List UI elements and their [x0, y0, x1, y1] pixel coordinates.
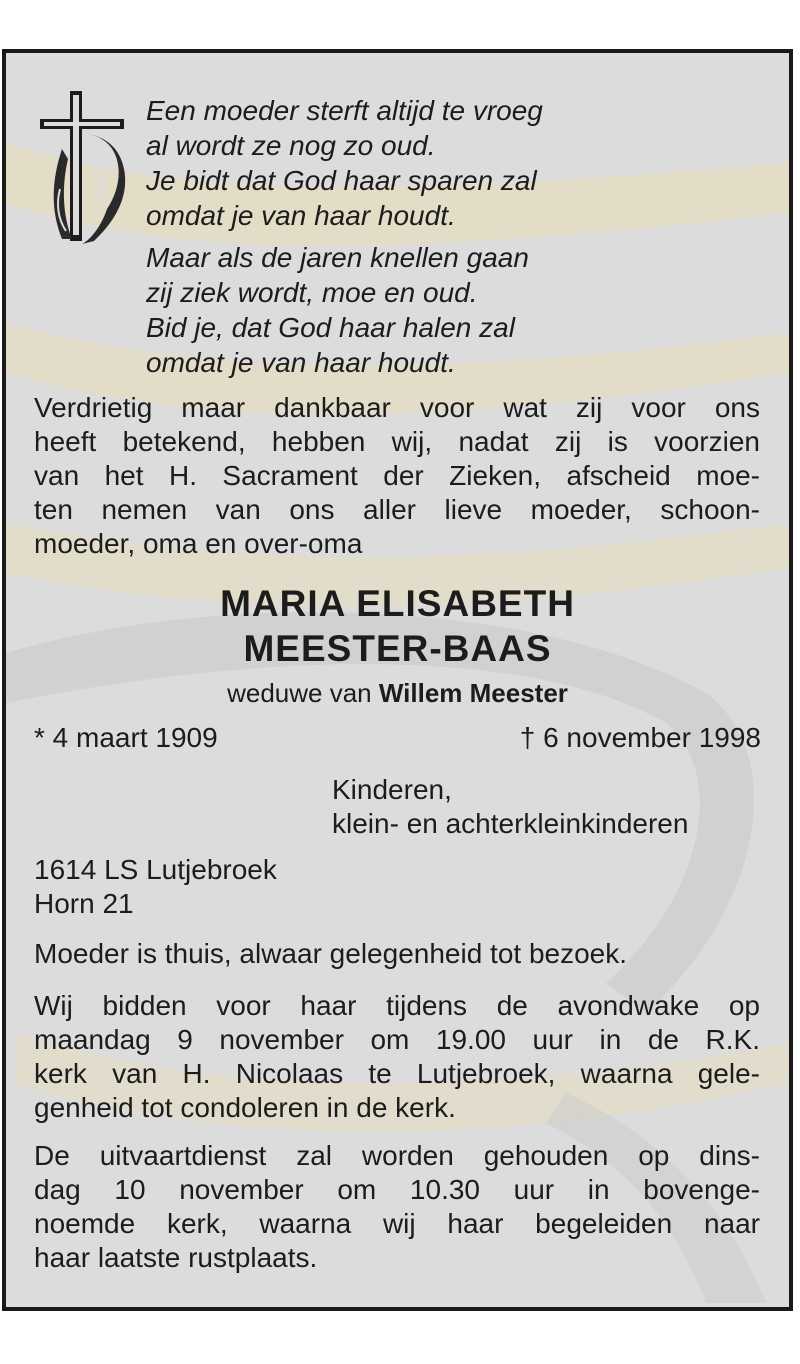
- intro-paragraph: [34, 391, 760, 561]
- cross-icon: [32, 89, 132, 249]
- poem-line: omdat je van haar houdt.: [146, 200, 456, 231]
- birth-date: * 4 maart 1909: [34, 722, 218, 753]
- funeral-paragraph: [34, 1139, 760, 1275]
- wake-line: kerk van H. Nicolaas te Lutjebroek, waarna gele-: [34, 1058, 760, 1089]
- wake-line: Wij bidden voor haar tijdens de avondwake op: [34, 990, 760, 1021]
- wake-paragraph: [34, 989, 760, 1125]
- poem: [146, 93, 543, 380]
- funeral-line: dag 10 november om 10.30 uur in bovenge-: [34, 1174, 760, 1205]
- intro-line: moeder, oma en over-oma: [34, 528, 363, 559]
- funeral-line: De uitvaartdienst zal worden gehouden op dins-: [34, 1140, 760, 1171]
- family-line2: klein- en achterkleinkinderen: [332, 808, 689, 839]
- poem-line: Je bidt dat God haar sparen zal: [146, 165, 537, 196]
- obituary-notice: [2, 49, 793, 1311]
- visit-text: Moeder is thuis, alwaar gelegenheid tot bezoek.: [34, 938, 628, 969]
- widow-prefix: weduwe van: [227, 678, 372, 708]
- death-date: † 6 november 1998: [519, 722, 761, 753]
- intro-line: van het H. Sacrament der Zieken, afscheid moe-: [34, 460, 760, 491]
- deceased-name-line2: MEESTER-BAAS: [243, 628, 552, 669]
- poem-line: Een moeder sterft altijd te vroeg: [146, 95, 543, 126]
- intro-line: heeft betekend, hebben wij, nadat zij is voorzien: [34, 426, 760, 457]
- wake-line: genheid tot condoleren in de kerk.: [34, 1092, 456, 1123]
- widow-line: [6, 678, 789, 709]
- intro-line: ten nemen van ons aller lieve moeder, schoon-: [34, 494, 760, 525]
- poem-line: zij ziek wordt, moe en oud.: [146, 277, 478, 308]
- address-line2: Horn 21: [34, 888, 134, 919]
- poem-line: omdat je van haar houdt.: [146, 347, 456, 378]
- husband-name: Willem Meester: [378, 678, 568, 708]
- poem-line: Bid je, dat God haar halen zal: [146, 312, 515, 343]
- poem-line: Maar als de jaren knellen gaan: [146, 242, 529, 273]
- address-line1: 1614 LS Lutjebroek: [34, 854, 277, 885]
- wake-line: maandag 9 november om 19.00 uur in de R.K.: [34, 1024, 760, 1055]
- poem-line: al wordt ze nog zo oud.: [146, 130, 436, 161]
- funeral-line: haar laatste rustplaats.: [34, 1242, 318, 1273]
- deceased-name-line1: MARIA ELISABETH: [220, 583, 575, 624]
- funeral-line: noemde kerk, waarna wij haar begeleiden naar: [34, 1208, 760, 1239]
- family-line1: Kinderen,: [332, 774, 452, 805]
- intro-line: Verdrietig maar dankbaar voor wat zij voor ons: [34, 392, 760, 423]
